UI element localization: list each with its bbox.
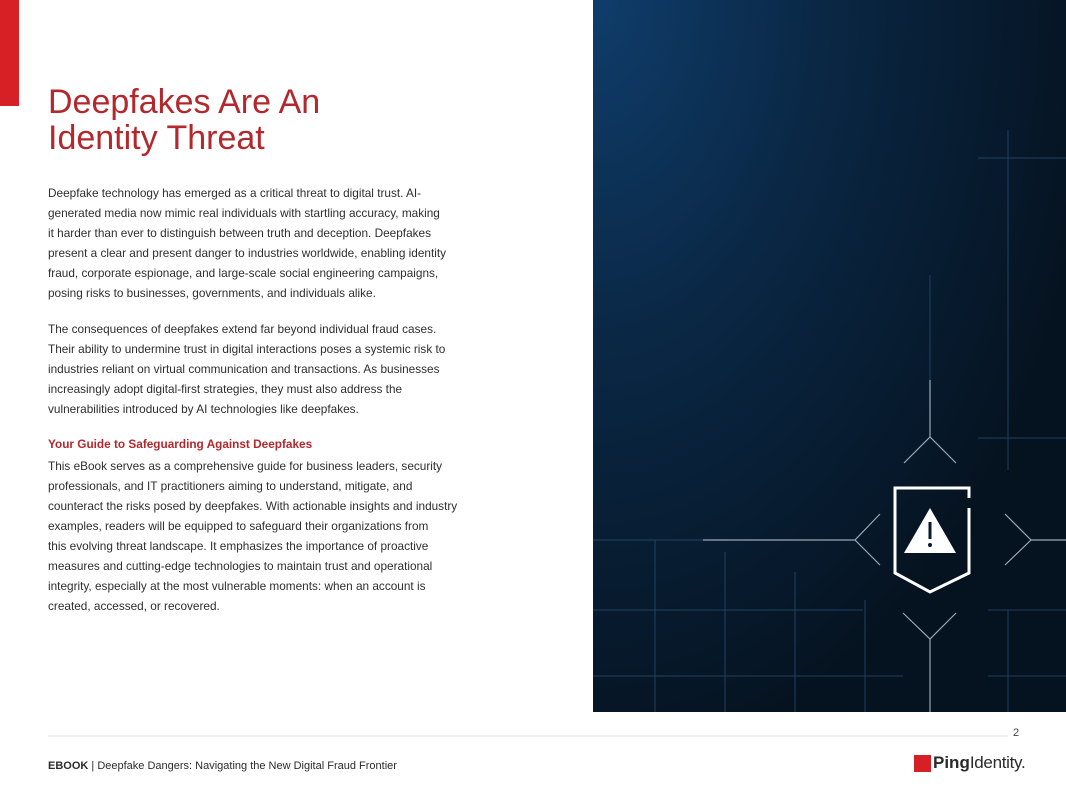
- text-line: professionals, and IT practitioners aiming to understand, mitigate, and: [48, 479, 413, 493]
- text-line: fraud, corporate espionage, and large-scale social engineering campaigns,: [48, 266, 439, 280]
- footer-separator: |: [88, 760, 98, 772]
- page-title: [48, 84, 320, 156]
- text-line: this evolving threat landscape. It emphasizes the importance of proactive: [48, 539, 429, 553]
- title-line: Identity Threat: [48, 119, 265, 157]
- logo-text-thin: Identity.: [969, 753, 1026, 772]
- footer-label: EBOOK: [48, 760, 89, 772]
- text-line: industries reliant on virtual communication and transactions. As businesses: [48, 362, 440, 376]
- text-line: The consequences of deepfakes extend far beyond individual fraud cases.: [48, 322, 437, 336]
- text-line: increasingly adopt digital-first strategies, they must also address the: [48, 382, 403, 396]
- text-line: counteract the risks posed by deepfakes. With actionable insights and industry: [48, 499, 458, 513]
- text-line: This eBook serves as a comprehensive guide for business leaders, security: [48, 459, 443, 473]
- title-line: Deepfakes Are An: [48, 83, 321, 121]
- hero-image: [593, 0, 1066, 712]
- ping-identity-logo: [914, 753, 1025, 773]
- accent-bar: [0, 0, 19, 106]
- footer-text: [48, 760, 397, 772]
- text-line: present a clear and present danger to industries worldwide, enabling identity: [48, 246, 447, 260]
- text-line: generated media now mimic real individuals with startling accuracy, making: [48, 206, 440, 220]
- logo-text-bold: Ping: [933, 753, 970, 772]
- text-line: integrity, especially at the most vulnerable moments: when an account is: [48, 579, 426, 593]
- text-line: examples, readers will be equipped to safeguard their organizations from: [48, 519, 429, 533]
- intro-paragraph: [48, 183, 446, 303]
- text-line: Their ability to undermine trust in digital interactions poses a systemic risk to: [48, 342, 446, 356]
- footer-title: Deepfake Dangers: Navigating the New Digital Fraud Frontier: [97, 760, 397, 772]
- section-subheading: Your Guide to Safeguarding Against Deepfakes: [48, 437, 313, 451]
- text-line: it harder than ever to distinguish between truth and deception. Deepfakes: [48, 226, 431, 240]
- text-line: posing risks to businesses, governments, and individuals alike.: [48, 286, 376, 300]
- text-line: created, accessed, or recovered.: [48, 599, 220, 613]
- text-line: Deepfake technology has emerged as a critical threat to digital trust. AI-: [48, 186, 422, 200]
- consequences-paragraph: [48, 319, 445, 419]
- text-line: vulnerabilities introduced by AI technologies like deepfakes.: [48, 402, 359, 416]
- guide-paragraph: [48, 456, 457, 616]
- text-line: measures and cutting-edge technologies to maintain trust and operational: [48, 559, 433, 573]
- logo-square-icon: [914, 755, 931, 772]
- page-number: 2: [1013, 727, 1020, 739]
- footer-divider: [48, 735, 1008, 737]
